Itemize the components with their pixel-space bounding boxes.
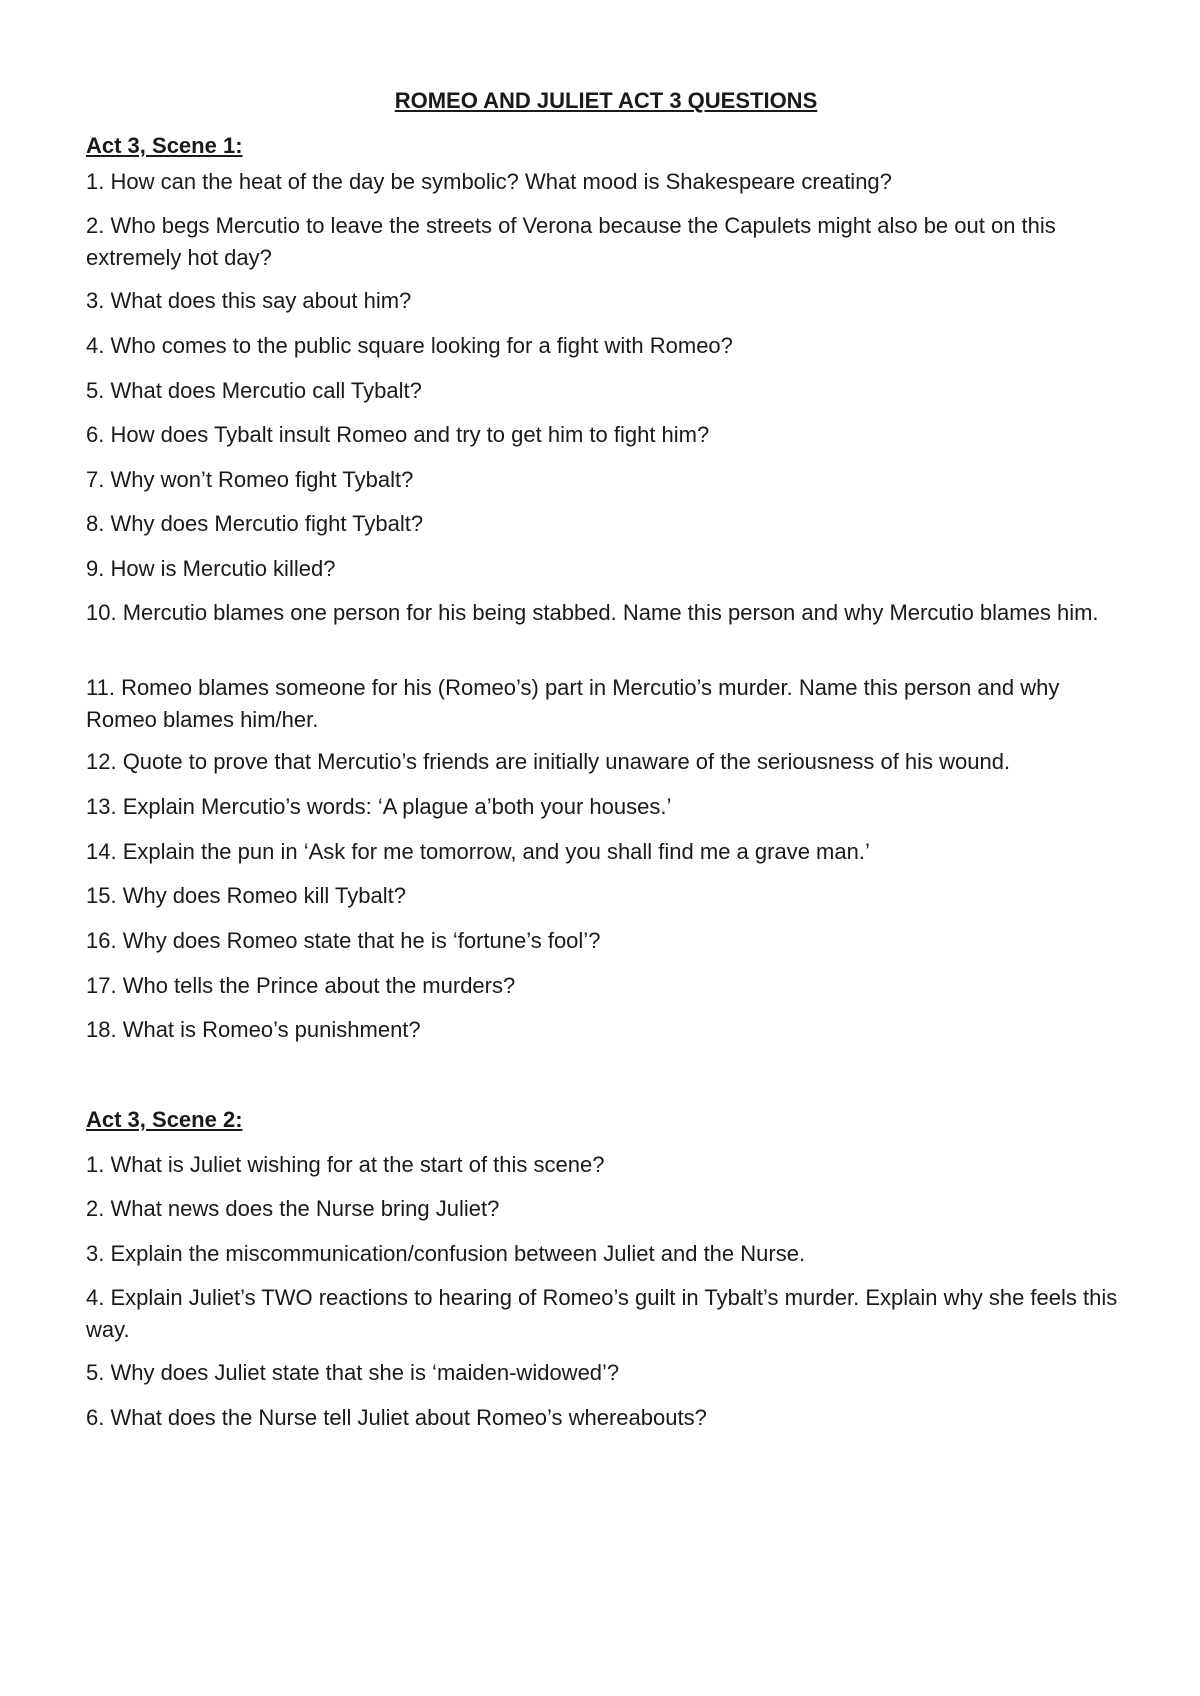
question-item: 17. Who tells the Prince about the murders? <box>86 973 516 998</box>
question-item: 16. Why does Romeo state that he is ‘fortune’s fool’? <box>86 928 601 953</box>
question-item: 1. What is Juliet wishing for at the start of this scene? <box>86 1152 605 1177</box>
question-item: 13. Explain Mercutio’s words: ‘A plague a’both your houses.’ <box>86 794 672 819</box>
question-item: 10. Mercutio blames one person for his being stabbed. Name this person and why Mercutio blames him. <box>86 600 1099 625</box>
question-item: 8. Why does Mercutio fight Tybalt? <box>86 511 424 536</box>
question-item: 2. What news does the Nurse bring Juliet? <box>86 1196 500 1221</box>
section-heading-scene-1: Act 3, Scene 1: <box>86 133 243 158</box>
question-item: 4. Who comes to the public square looking for a fight with Romeo? <box>86 333 733 358</box>
question-item: 5. What does Mercutio call Tybalt? <box>86 378 422 403</box>
section-heading-scene-2: Act 3, Scene 2: <box>86 1107 243 1132</box>
question-item: 15. Why does Romeo kill Tybalt? <box>86 883 406 908</box>
question-item: 1. How can the heat of the day be symbolic? What mood is Shakespeare creating? <box>86 169 892 194</box>
question-item: 4. Explain Juliet’s TWO reactions to hearing of Romeo’s guilt in Tybalt’s murder. Explain why she feels this way. <box>86 1285 1118 1342</box>
question-item: 3. What does this say about him? <box>86 288 412 313</box>
question-item: 3. Explain the miscommunication/confusion between Juliet and the Nurse. <box>86 1241 806 1266</box>
question-item: 14. Explain the pun in ‘Ask for me tomorrow, and you shall find me a grave man.’ <box>86 839 870 864</box>
question-item: 6. How does Tybalt insult Romeo and try to get him to fight him? <box>86 422 710 447</box>
question-item: 2. Who begs Mercutio to leave the streets of Verona because the Capulets might also be out on this extremely hot day? <box>86 213 1056 270</box>
question-item: 7. Why won’t Romeo fight Tybalt? <box>86 467 414 492</box>
question-item: 11. Romeo blames someone for his (Romeo’s) part in Mercutio’s murder. Name this person and why Romeo blames him/her. <box>86 675 1060 732</box>
question-item: 9. How is Mercutio killed? <box>86 556 336 581</box>
question-item: 5. Why does Juliet state that she is ‘maiden-widowed’? <box>86 1360 620 1385</box>
document-title: ROMEO AND JULIET ACT 3 QUESTIONS <box>394 88 818 113</box>
question-item: 12. Quote to prove that Mercutio’s friends are initially unaware of the seriousness of his wound. <box>86 749 1011 774</box>
question-item: 18. What is Romeo’s punishment? <box>86 1017 421 1042</box>
question-item: 6. What does the Nurse tell Juliet about Romeo’s whereabouts? <box>86 1405 707 1430</box>
